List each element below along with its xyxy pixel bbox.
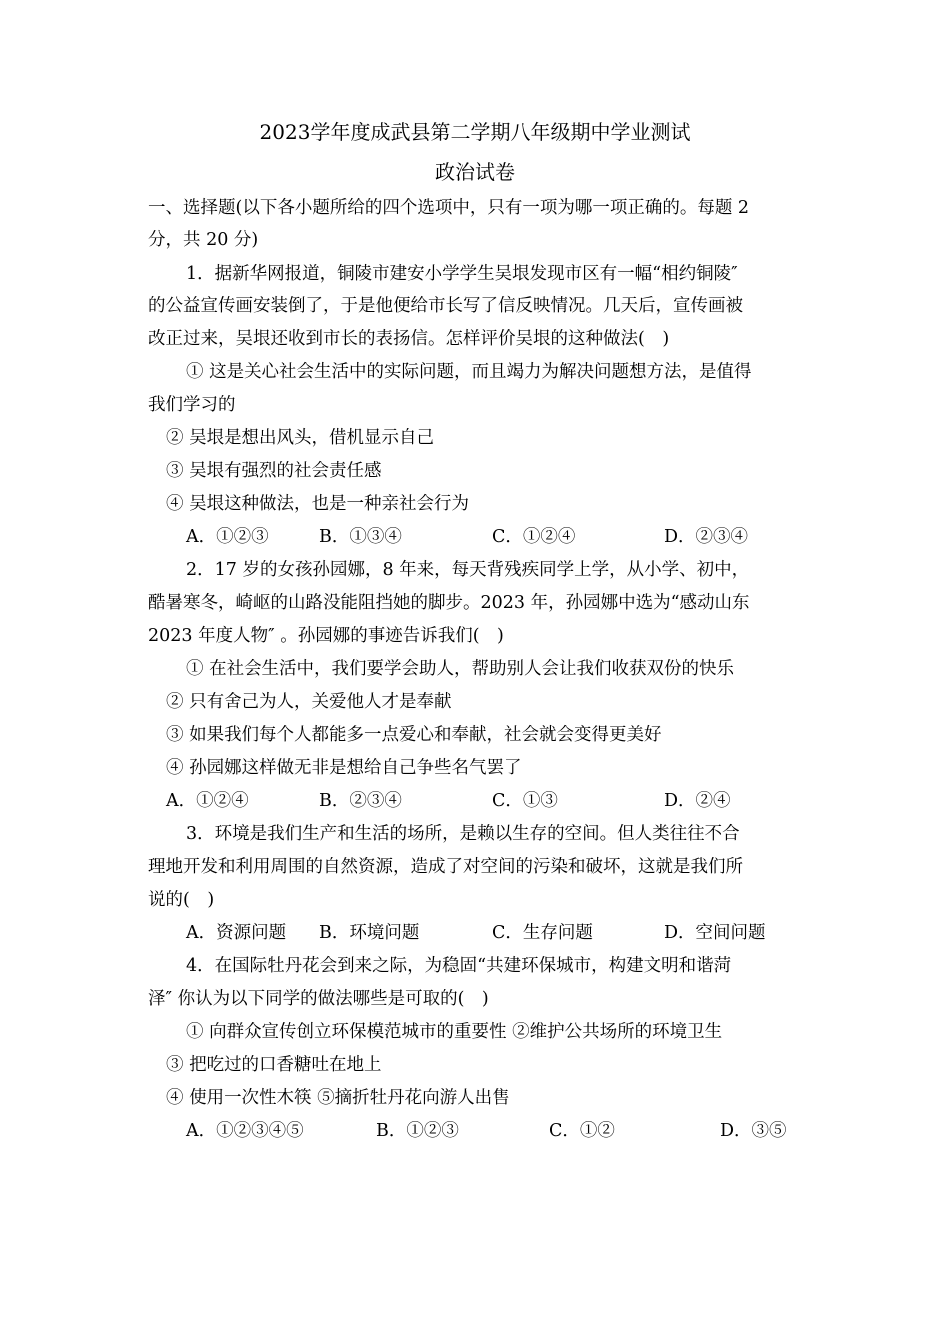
q2-stem-line: 2023 年度人物″ 。孙园娜的事迹告诉我们( ) [148, 626, 504, 646]
q1-statement-2: ② 吴垠是想出风头，借机显示自己 [166, 428, 435, 448]
q3-stem-line: 3．环境是我们生产和生活的场所，是赖以生存的空间。但人类往往不合 [186, 824, 740, 844]
q1-statement-3: ③ 吴垠有强烈的社会责任感 [166, 461, 382, 481]
option-c[interactable]: C．①②④ [492, 527, 576, 547]
option-a[interactable]: A．①②③④⑤ [186, 1121, 304, 1141]
option-c[interactable]: C．①③ [492, 791, 558, 811]
q3-stem-line: 说的( ) [148, 890, 215, 910]
q2-statement-2: ② 只有舍己为人，关爱他人才是奉献 [166, 692, 452, 712]
q4-statement-2: ③ 把吃过的口香糖吐在地上 [166, 1055, 382, 1075]
option-d[interactable]: D．空间问题 [664, 923, 766, 943]
option-b[interactable]: B．②③④ [319, 791, 402, 811]
q4-statement-1: ① 向群众宣传创立环保模范城市的重要性 ②维护公共场所的环境卫生 [186, 1022, 723, 1042]
option-b[interactable]: B．环境问题 [319, 923, 420, 943]
q1-statement-1: ① 这是关心社会生活中的实际问题，而且竭力为解决问题想方法，是值得 [186, 362, 752, 382]
q4-statement-3: ④ 使用一次性木筷 ⑤摘折牡丹花向游人出售 [166, 1088, 510, 1108]
exam-title: 2023学年度成武县第二学期八年级期中学业测试 [259, 120, 691, 144]
q1-options [0, 525, 950, 549]
q1-stem-line: 1．据新华网报道，铜陵市建安小学学生吴垠发现市区有一幅“相约铜陵″ [186, 264, 738, 284]
option-d[interactable]: D．②③④ [664, 527, 749, 547]
q4-stem-line: 泽″ 你认为以下同学的做法哪些是可取的( ) [148, 989, 489, 1009]
option-a[interactable]: A．资源问题 [186, 923, 287, 943]
q1-stem-line: 的公益宣传画安装倒了，于是他便给市长写了信反映情况。几天后，宣传画被 [148, 296, 743, 316]
section-heading-cont: 分，共 20 分) [148, 230, 259, 250]
q4-stem-line: 4．在国际牡丹花会到来之际，为稳固“共建环保城市，构建文明和谐菏 [186, 956, 732, 976]
q2-stem-line: 2．17 岁的女孩孙园娜，8 年来，每天背残疾同学上学，从小学、初中， [186, 560, 750, 580]
option-c[interactable]: C．①② [549, 1121, 615, 1141]
option-b[interactable]: B．①③④ [319, 527, 402, 547]
q4-options [0, 1119, 950, 1143]
option-a[interactable]: A．①②④ [166, 791, 249, 811]
option-c[interactable]: C．生存问题 [492, 923, 593, 943]
section-heading: 一、选择题(以下各小题所给的四个选项中，只有一项为哪一项正确的。每题 2 [148, 198, 750, 218]
q2-statement-1: ① 在社会生活中，我们要学会助人，帮助别人会让我们收获双份的快乐 [186, 659, 735, 679]
q2-stem-line: 酷暑寒冬，崎岖的山路没能阻挡她的脚步。2023 年，孙园娜中选为“感动山东 [148, 593, 750, 613]
q1-stem-line: 改正过来，吴垠还收到市长的表扬信。怎样评价吴垠的这种做法( ) [148, 329, 670, 349]
option-b[interactable]: B．①②③ [376, 1121, 459, 1141]
option-a[interactable]: A．①②③ [186, 527, 269, 547]
exam-subtitle: 政治试卷 [435, 160, 515, 184]
q3-options [0, 921, 950, 945]
q2-statement-4: ④ 孙园娜这样做无非是想给自己争些名气罢了 [166, 758, 522, 778]
q2-statement-3: ③ 如果我们每个人都能多一点爱心和奉献，社会就会变得更美好 [166, 725, 662, 745]
option-d[interactable]: D．②④ [664, 791, 731, 811]
q1-statement-1-cont: 我们学习的 [148, 395, 236, 415]
q3-stem-line: 理地开发和利用周围的自然资源，造成了对空间的污染和破坏，这就是我们所 [148, 857, 743, 877]
option-d[interactable]: D．③⑤ [720, 1121, 787, 1141]
q1-statement-4: ④ 吴垠这种做法，也是一种亲社会行为 [166, 494, 470, 514]
q2-options [0, 789, 950, 813]
